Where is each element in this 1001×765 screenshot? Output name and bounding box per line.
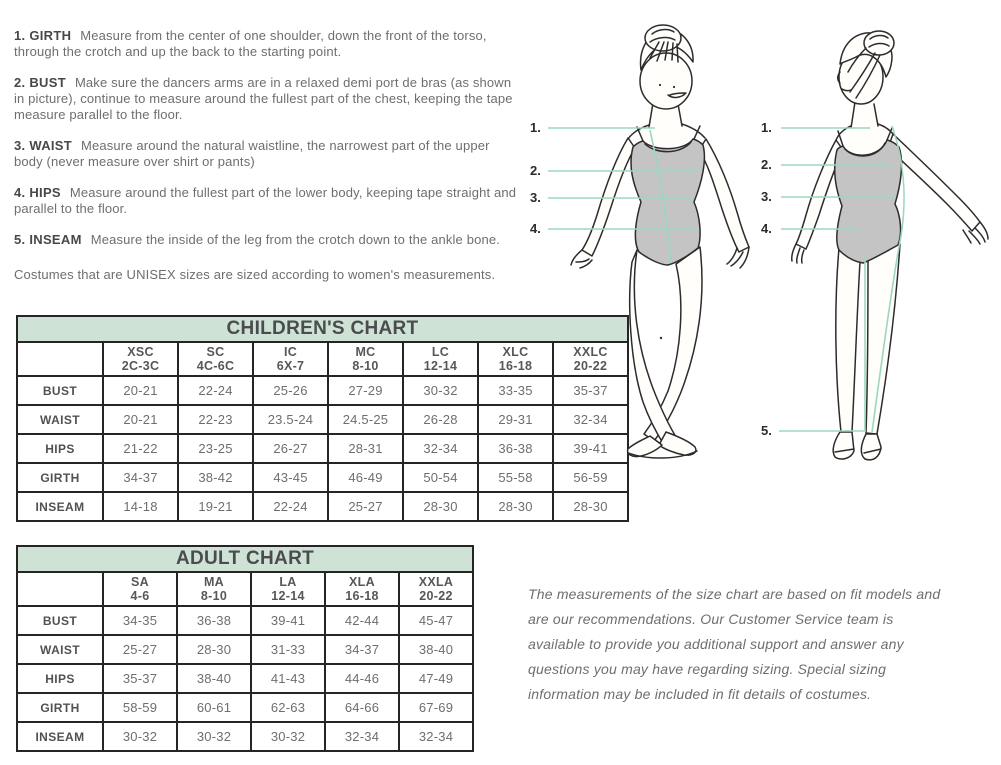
size-range-cell: 64-66 <box>325 693 399 722</box>
back-right-shoe <box>861 434 881 460</box>
size-range-cell: 33-35 <box>478 376 553 405</box>
size-range-cell: 46-49 <box>328 463 403 492</box>
size-range-cell: 21-22 <box>103 434 178 463</box>
back-label-2: 2. <box>761 157 772 172</box>
size-range-cell: 22-23 <box>178 405 253 434</box>
size-column-header: SA 4-6 <box>103 572 177 606</box>
size-column-header: LA 12-14 <box>251 572 325 606</box>
front-dancer-figure <box>571 25 749 458</box>
size-range-cell: 26-27 <box>253 434 328 463</box>
size-column-header: MC 8-10 <box>328 342 403 376</box>
size-range-cell: 23.5-24 <box>253 405 328 434</box>
instruction-girth-label: 1. GIRTH <box>14 28 72 43</box>
back-left-shoe <box>833 432 854 459</box>
size-range-cell: 30-32 <box>177 722 251 751</box>
size-range-cell: 32-34 <box>553 405 628 434</box>
size-range-cell: 47-49 <box>399 664 473 693</box>
size-column-header: XXLC 20-22 <box>553 342 628 376</box>
size-range-cell: 43-45 <box>253 463 328 492</box>
instruction-inseam <box>14 232 519 248</box>
size-range-cell: 19-21 <box>178 492 253 521</box>
size-range-cell: 50-54 <box>403 463 478 492</box>
instruction-waist-label: 3. WAIST <box>14 138 73 153</box>
size-column-header: XXLA 20-22 <box>399 572 473 606</box>
size-column-header: SC 4C-6C <box>178 342 253 376</box>
size-range-cell: 20-21 <box>103 376 178 405</box>
size-range-cell: 28-30 <box>478 492 553 521</box>
sizing-footnote: The measurements of the size chart are based on fit models and are our recommendations. Our Customer Service team is available to provide you additional support and answer any questions you may have regarding sizing. Special sizing information may be included in fit details of costumes. <box>528 586 941 702</box>
measurement-row-label: WAIST <box>17 635 103 664</box>
size-range-cell: 22-24 <box>253 492 328 521</box>
measurement-row-label: BUST <box>17 376 103 405</box>
measurement-row-label: BUST <box>17 606 103 635</box>
size-range-cell: 36-38 <box>478 434 553 463</box>
size-range-cell: 25-27 <box>328 492 403 521</box>
size-range-cell: 25-26 <box>253 376 328 405</box>
front-label-4: 4. <box>530 221 541 236</box>
back-left-leg <box>836 248 860 432</box>
front-label-3: 3. <box>530 190 541 205</box>
size-column-header: XLA 16-18 <box>325 572 399 606</box>
size-range-cell: 56-59 <box>553 463 628 492</box>
size-range-cell: 67-69 <box>399 693 473 722</box>
size-range-cell: 30-32 <box>251 722 325 751</box>
instruction-inseam-label: 5. INSEAM <box>14 232 82 247</box>
size-range-cell: 60-61 <box>177 693 251 722</box>
size-range-cell: 26-28 <box>403 405 478 434</box>
instruction-bust <box>14 75 519 123</box>
size-range-cell: 44-46 <box>325 664 399 693</box>
instruction-waist <box>14 138 519 170</box>
measurement-row-label: GIRTH <box>17 463 103 492</box>
size-range-cell: 35-37 <box>103 664 177 693</box>
size-column-header: MA 8-10 <box>177 572 251 606</box>
measurement-row-label: HIPS <box>17 664 103 693</box>
measurement-row-label: WAIST <box>17 405 103 434</box>
measurement-row-label: GIRTH <box>17 693 103 722</box>
size-range-cell: 23-25 <box>178 434 253 463</box>
size-range-cell: 35-37 <box>553 376 628 405</box>
size-range-cell: 38-40 <box>177 664 251 693</box>
size-range-cell: 28-31 <box>328 434 403 463</box>
size-range-cell: 38-40 <box>399 635 473 664</box>
back-label-1: 1. <box>761 120 772 135</box>
instruction-bust-label: 2. BUST <box>14 75 66 90</box>
size-range-cell: 28-30 <box>553 492 628 521</box>
size-table <box>16 545 474 752</box>
size-range-cell: 28-30 <box>177 635 251 664</box>
measurement-row-label: HIPS <box>17 434 103 463</box>
front-head <box>640 53 692 109</box>
front-label-1: 1. <box>530 120 541 135</box>
size-column-header: XLC 16-18 <box>478 342 553 376</box>
size-range-cell: 27-29 <box>328 376 403 405</box>
instruction-inseam-text: Measure the inside of the leg from the crotch down to the ankle bone. <box>90 232 500 247</box>
size-range-cell: 55-58 <box>478 463 553 492</box>
instruction-bust-text: Make sure the dancers arms are in a relaxed demi port de bras (as shown in picture), continue to measure around the fullest part of the chest, keeping the tape measure parallel to the floor. <box>14 75 513 122</box>
size-range-cell: 20-21 <box>103 405 178 434</box>
size-range-cell: 36-38 <box>177 606 251 635</box>
back-label-4: 4. <box>761 221 772 236</box>
adult-size-table <box>16 545 474 752</box>
back-right-arm <box>888 134 980 231</box>
size-column-header: LC 12-14 <box>403 342 478 376</box>
instruction-girth <box>14 28 519 60</box>
chart-title: ADULT CHART <box>17 546 473 572</box>
chart-title: CHILDREN'S CHART <box>17 316 628 342</box>
instruction-hips <box>14 185 519 217</box>
measurement-row-label: INSEAM <box>17 722 103 751</box>
size-range-cell: 38-42 <box>178 463 253 492</box>
size-column-header: XSC 2C-3C <box>103 342 178 376</box>
size-range-cell: 30-32 <box>103 722 177 751</box>
measurement-row-label: INSEAM <box>17 492 103 521</box>
front-left-shoe <box>659 432 696 455</box>
front-knee-mark <box>660 337 662 339</box>
size-range-cell: 32-34 <box>403 434 478 463</box>
front-right-shoe <box>628 436 662 457</box>
front-label-2: 2. <box>530 163 541 178</box>
size-range-cell: 42-44 <box>325 606 399 635</box>
instruction-waist-text: Measure around the natural waistline, the narrowest part of the upper body (never measure over shirt or pants) <box>14 138 490 169</box>
size-range-cell: 28-30 <box>403 492 478 521</box>
size-range-cell: 25-27 <box>103 635 177 664</box>
front-left-arm <box>582 138 635 256</box>
instruction-hips-text: Measure around the fullest part of the lower body, keeping tape straight and parallel to the floor. <box>14 185 517 216</box>
size-range-cell: 22-24 <box>178 376 253 405</box>
front-leotard <box>631 139 704 265</box>
back-leotard <box>835 140 902 263</box>
size-range-cell: 45-47 <box>399 606 473 635</box>
size-range-cell: 31-33 <box>251 635 325 664</box>
corner-cell <box>17 342 103 376</box>
back-label-3: 3. <box>761 189 772 204</box>
size-range-cell: 29-31 <box>478 405 553 434</box>
size-column-header: IC 6X-7 <box>253 342 328 376</box>
size-range-cell: 34-37 <box>103 463 178 492</box>
instruction-hips-label: 4. HIPS <box>14 185 61 200</box>
back-dancer-figure <box>792 31 988 460</box>
back-label-5: 5. <box>761 423 772 438</box>
size-range-cell: 24.5-25 <box>328 405 403 434</box>
size-range-cell: 32-34 <box>325 722 399 751</box>
measuring-instructions <box>14 28 519 298</box>
size-range-cell: 30-32 <box>403 376 478 405</box>
size-range-cell: 41-43 <box>251 664 325 693</box>
front-nose-dot <box>673 86 675 88</box>
instruction-girth-text: Measure from the center of one shoulder, down the front of the torso, through the crotch and up the back to the starting point. <box>14 28 487 59</box>
size-range-cell: 39-41 <box>251 606 325 635</box>
size-range-cell: 34-37 <box>325 635 399 664</box>
unisex-note: Costumes that are UNISEX sizes are sized according to women's measurements. <box>14 267 496 282</box>
size-range-cell: 39-41 <box>553 434 628 463</box>
front-right-arm <box>699 139 749 252</box>
front-eye-dot <box>659 84 661 86</box>
corner-cell <box>17 572 103 606</box>
size-range-cell: 58-59 <box>103 693 177 722</box>
size-range-cell: 14-18 <box>103 492 178 521</box>
size-range-cell: 62-63 <box>251 693 325 722</box>
dancer-measurement-illustration <box>520 0 1001 480</box>
size-range-cell: 34-35 <box>103 606 177 635</box>
size-range-cell: 32-34 <box>399 722 473 751</box>
